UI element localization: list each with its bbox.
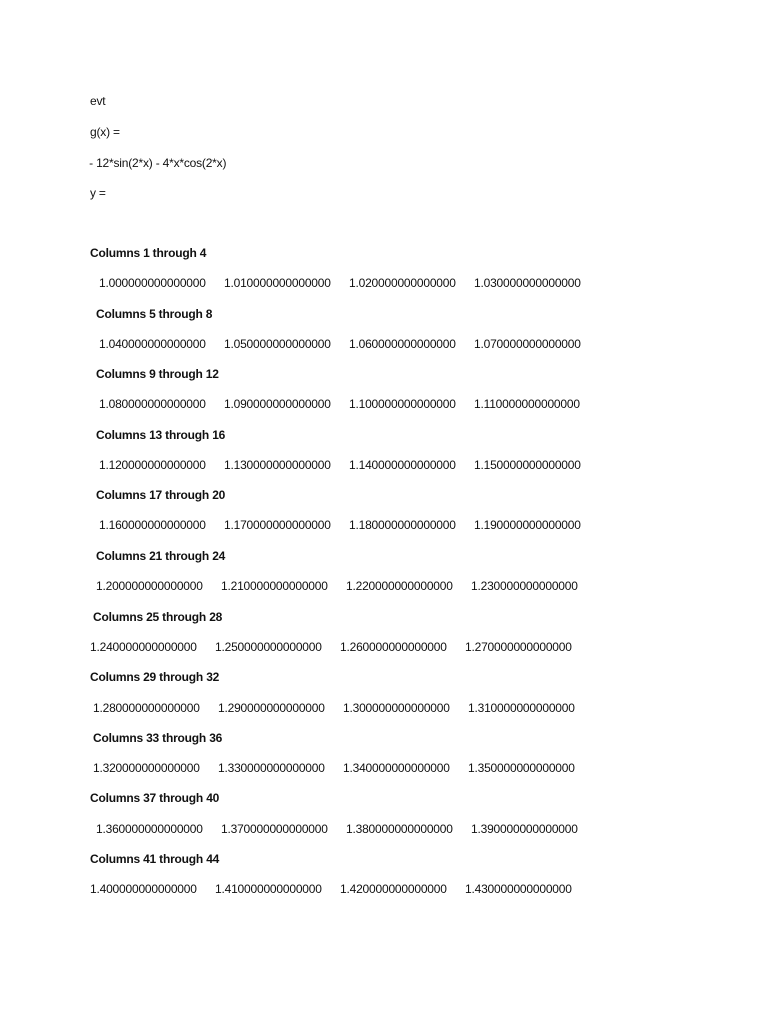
value-cell: 1.150000000000000 (474, 458, 581, 472)
value-cell: 1.270000000000000 (465, 640, 572, 654)
value-cell: 1.180000000000000 (349, 518, 456, 532)
value-cell: 1.040000000000000 (99, 337, 206, 351)
value-cell: 1.090000000000000 (224, 397, 331, 411)
value-cell: 1.350000000000000 (468, 761, 575, 775)
columns-header: Columns 9 through 12 (96, 367, 219, 381)
function-expression: - 12*sin(2*x) - 4*x*cos(2*x) (86, 156, 227, 170)
value-cell: 1.060000000000000 (349, 337, 456, 351)
value-cell: 1.030000000000000 (474, 276, 581, 290)
value-cell: 1.290000000000000 (218, 701, 325, 715)
value-cell: 1.420000000000000 (340, 882, 447, 896)
value-cell: 1.020000000000000 (349, 276, 456, 290)
value-cell: 1.280000000000000 (93, 701, 200, 715)
function-label: g(x) = (90, 125, 120, 139)
columns-header: Columns 17 through 20 (96, 488, 226, 502)
columns-header: Columns 37 through 40 (90, 791, 220, 805)
value-cell: 1.300000000000000 (343, 701, 450, 715)
columns-header: Columns 13 through 16 (96, 428, 226, 442)
value-cell: 1.230000000000000 (471, 579, 578, 593)
value-cell: 1.080000000000000 (99, 397, 206, 411)
value-cell: 1.220000000000000 (346, 579, 453, 593)
value-cell: 1.330000000000000 (218, 761, 325, 775)
columns-header: Columns 5 through 8 (96, 307, 213, 321)
value-cell: 1.120000000000000 (99, 458, 206, 472)
doc-title: evt (90, 94, 106, 108)
value-cell: 1.130000000000000 (224, 458, 331, 472)
value-cell: 1.000000000000000 (99, 276, 206, 290)
value-cell: 1.110000000000000 (474, 397, 580, 411)
value-cell: 1.400000000000000 (90, 882, 197, 896)
value-cell: 1.320000000000000 (93, 761, 200, 775)
value-cell: 1.340000000000000 (343, 761, 450, 775)
value-cell: 1.260000000000000 (340, 640, 447, 654)
columns-header: Columns 29 through 32 (90, 670, 220, 684)
value-cell: 1.010000000000000 (224, 276, 331, 290)
value-cell: 1.070000000000000 (474, 337, 581, 351)
value-cell: 1.430000000000000 (465, 882, 572, 896)
columns-header: Columns 1 through 4 (90, 246, 207, 260)
y-label: y = (90, 186, 106, 200)
value-cell: 1.170000000000000 (224, 518, 331, 532)
value-cell: 1.250000000000000 (215, 640, 322, 654)
value-cell: 1.240000000000000 (90, 640, 197, 654)
value-cell: 1.360000000000000 (96, 822, 203, 836)
value-cell: 1.380000000000000 (346, 822, 453, 836)
columns-header: Columns 21 through 24 (96, 549, 226, 563)
value-cell: 1.390000000000000 (471, 822, 578, 836)
value-cell: 1.190000000000000 (474, 518, 581, 532)
value-cell: 1.210000000000000 (221, 579, 328, 593)
value-cell: 1.100000000000000 (349, 397, 456, 411)
value-cell: 1.370000000000000 (221, 822, 328, 836)
value-cell: 1.410000000000000 (215, 882, 322, 896)
columns-header: Columns 25 through 28 (93, 610, 223, 624)
columns-header: Columns 41 through 44 (90, 852, 220, 866)
value-cell: 1.140000000000000 (349, 458, 456, 472)
columns-header: Columns 33 through 36 (93, 731, 223, 745)
value-cell: 1.050000000000000 (224, 337, 331, 351)
value-cell: 1.160000000000000 (99, 518, 206, 532)
value-cell: 1.200000000000000 (96, 579, 203, 593)
value-cell: 1.310000000000000 (468, 701, 575, 715)
